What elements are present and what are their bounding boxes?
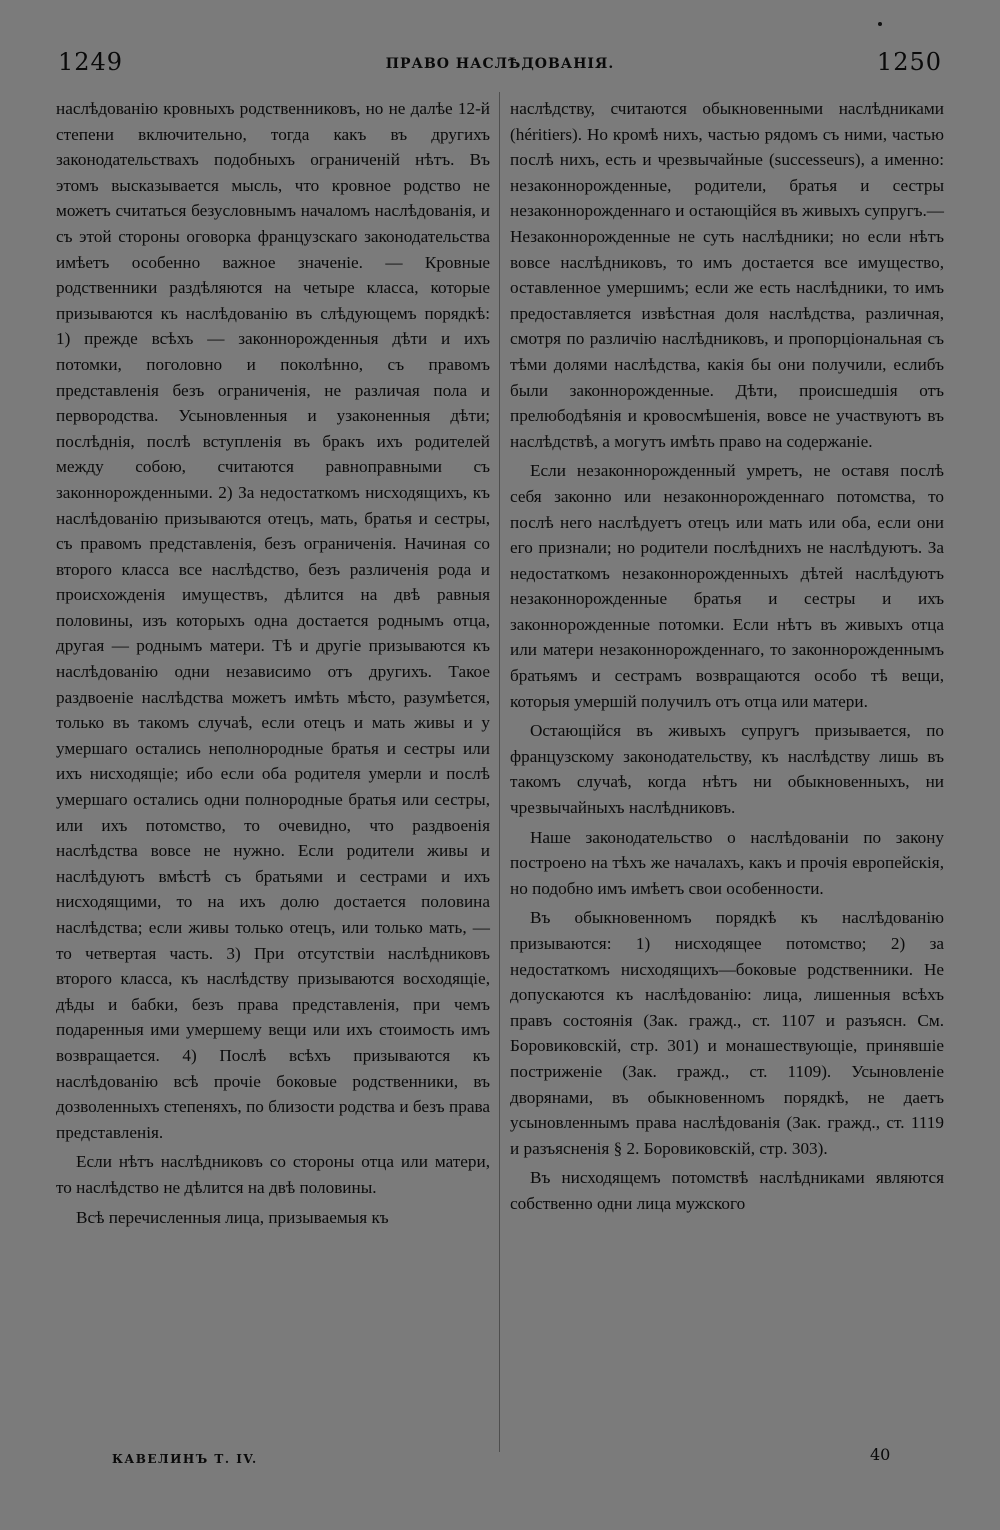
left-column [56,96,490,1230]
paragraph: Всѣ перечисленныя лица, призываемыя къ [76,1207,389,1227]
right-column [510,96,944,1217]
paragraph: Если незаконнорожденный умретъ, не оставя послѣ себя законно или незаконнорожденнаго потомства, то послѣ него наслѣдуетъ отецъ или мать или оба, если они его признали; но родители послѣднихъ не наслѣдуютъ. За недостаткомъ незаконнорожденныхъ дѣтей наслѣдуютъ незаконнорожденные братья и сестры и ихъ законнорожденные потомки. Если нѣтъ въ живыхъ отца или матери незаконнорожденнаго, то законнорожденнымъ братьямъ и сестрамъ возвращаются особо тѣ вещи, которыя умершій получилъ отъ отца или матери. [510,461,944,711]
paragraph: Наше законодательство о наслѣдованіи по закону построено на тѣхъ же началахъ, какъ и прочія европейскія, но подобно имъ имѣетъ свои особенности. [510,827,944,898]
paragraph: наслѣдству, считаются обыкновенными наслѣдниками (héritiers). Но кромѣ нихъ, частью рядомъ съ ними, частью послѣ нихъ, есть и чрезвычайные (successeurs), а именно: незаконнорожденные, родители, братья и сестры незаконнорожденнаго и остающійся въ живыхъ супругъ.—Незаконнорожденные не суть наслѣдники; но если нѣтъ вовсе наслѣдниковъ, то имъ достается все имущество, оставленное умершимъ; если же есть наслѣдники, то имъ предоставляется извѣстная доля наслѣдства, различная, смотря по различію наслѣдниковъ, и пропорціональная съ тѣми долями наслѣдства, какія бы они получили, еслибъ были законнорожденные. Дѣти, происшедшія отъ прелюбодѣянія и кровосмѣшенія, вовсе не участвуютъ въ наслѣдствѣ, а могутъ имѣть право на содержаніе. [510,99,944,451]
paragraph: наслѣдованію кровныхъ родственниковъ, но не далѣе 12-й степени включительно, тогда какъ въ другихъ законодательствахъ подобныхъ ограниченій нѣтъ. Въ этомъ высказывается мысль, что кровное родство не можетъ считаться безусловнымъ началомъ наслѣдованія, и съ этой стороны оговорка французскаго законодательства имѣетъ особенно важное значеніе. — Кровные родственники раздѣляются на четыре класса, которые призываются къ наслѣдованію въ слѣдующемъ порядкѣ: 1) прежде всѣхъ — законнорожденныя дѣти и ихъ потомки, поголовно и поколѣнно, съ правомъ представленія безъ ограниченія, не различая пола и первородства. Усыновленныя и узаконенныя дѣти; послѣднія, послѣ вступленія въ бракъ ихъ родителей между собою, считаются равноправными съ законнорожденными. 2) За недостаткомъ нисходящихъ, къ наслѣдованію призываются отецъ, мать, братья и сестры, съ правомъ представленія, безъ ограниченія. Начиная со второго класса все наслѣдство, безъ различенія рода и происхожденія имуществъ, дѣлится на двѣ равныя половины, изъ которыхъ одна достается роднымъ отца, другая — роднымъ матери. Тѣ и другіе призываются къ наслѣдованію одни независимо отъ другихъ. Такое раздвоеніе наслѣдства можетъ имѣть мѣсто, разумѣется, только въ такомъ случаѣ, если отецъ и мать живы и у умершаго остались неполнородные братья и сестры или ихъ нисходящіе; ибо если оба родителя умерли и послѣ умершаго остались одни полнородные братья или сестры, или ихъ потомство, то очевидно, что раздвоенія наслѣдства вовсе не нужно. Если родители живы и наслѣдуютъ вмѣстѣ съ братьями и сестрами и ихъ нисходящими, то на ихъ долю достается половина наслѣдства; если живы только отецъ, или только мать, — то четвертая часть. 3) При отсутствіи наслѣдниковъ второго класса, къ наслѣдству призываются восходящіе, дѣды и бабки, безъ права представленія, при чемъ подаренныя ими умершему вещи или ихъ стоимость имъ возвращается. 4) Послѣ всѣхъ призываются къ наслѣдованію всѣ прочіе боковые родственники, въ дозволенныхъ степеняхъ, по близости родства и безъ права представленія. [56,99,490,1142]
page-number-right: 1250 [876,48,942,76]
paragraph: Въ обыкновенномъ порядкѣ къ наслѣдованію призываются: 1) нисходящее потомство; 2) за недостаткомъ нисходящихъ—боковые родственники. Не допускаются къ наслѣдованію: лица, лишенныя всѣхъ правъ состоянія (Зак. гражд., ст. 1107 и разъясн. См. Боровиковскій, стр. 301) и монашествующіе, принявшіе постриженіе (Зак. гражд., ст. 1109). Усыновленіе дворянами, въ обыкновенномъ порядкѣ, не даетъ усыновленнымъ права наслѣдованія (Зак. гражд., ст. 1119 и разъясненія § 2. Боровиковскій, стр. 303). [510,908,944,1158]
page-number-left: 1249 [58,48,124,76]
sheet-number: 40 [870,1445,891,1464]
paragraph: Въ нисходящемъ потомствѣ наслѣдниками являются собственно одни лица мужского [510,1168,944,1213]
running-title: ПРАВО НАСЛѢДОВАНІЯ. [385,56,615,72]
column-divider [499,92,500,1452]
paragraph: Если нѣтъ наслѣдниковъ со стороны отца или матери, то наслѣдство не дѣлится на двѣ половины. [56,1152,490,1197]
printer-signature: КАВЕЛИНЪ Т. IV. [112,1452,258,1466]
ink-speck [878,22,882,26]
page-header [58,48,942,88]
paragraph: Остающійся въ живыхъ супругъ призывается, по французскому законодательству, къ наслѣдству лишь въ такомъ случаѣ, когда нѣтъ ни обыкновенныхъ, ни чрезвычайныхъ наслѣдниковъ. [510,721,944,818]
